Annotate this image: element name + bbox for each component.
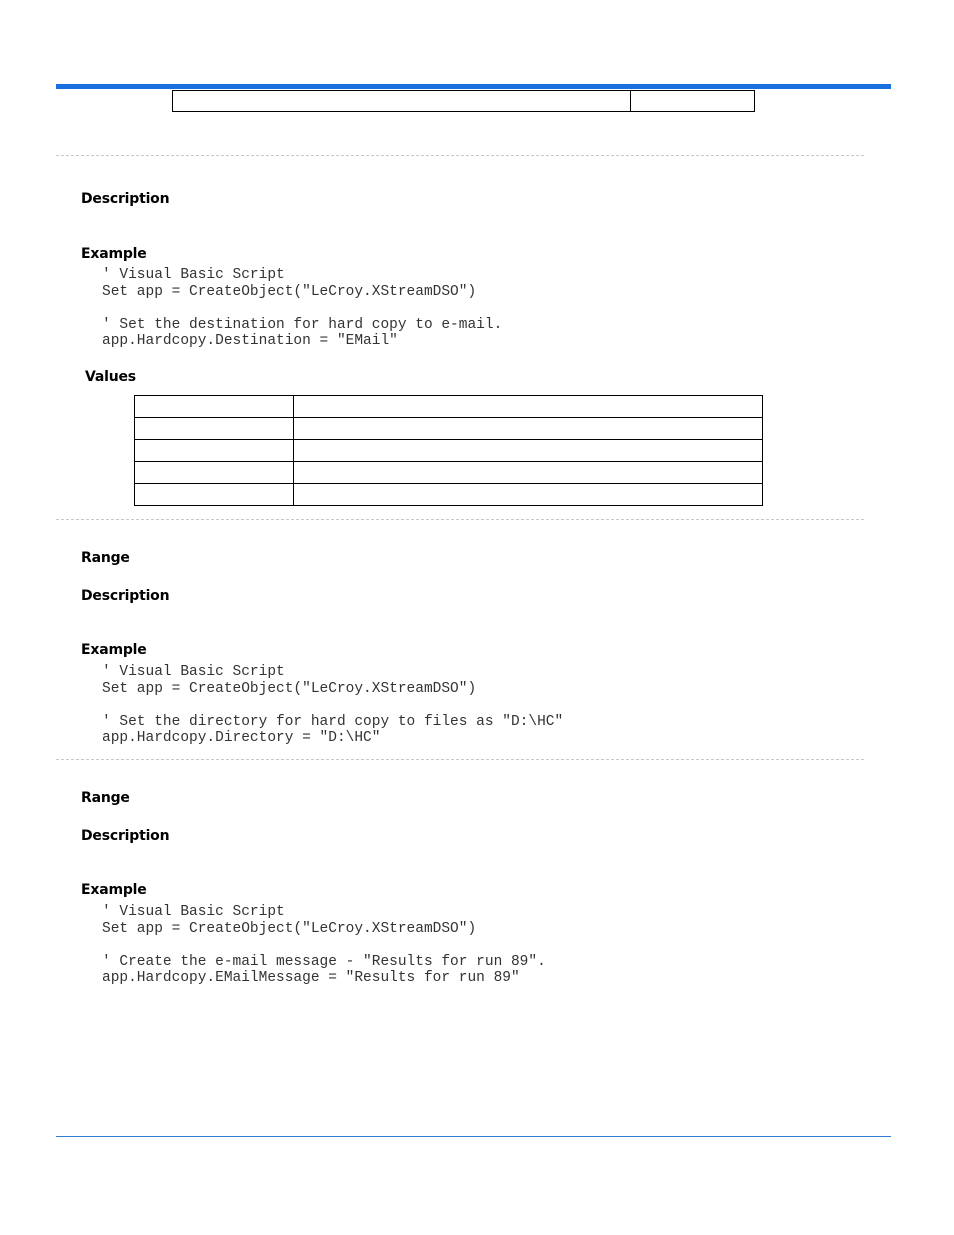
example-heading: Example xyxy=(81,882,147,898)
table-cell xyxy=(294,462,763,484)
header-accent-bar xyxy=(56,84,891,89)
code-example: ' Visual Basic Script Set app = CreateObject("LeCroy.XStreamDSO") ' Set the destination for hard copy to e-mail. app.Hardcopy.Destination = "EMail" xyxy=(102,267,503,349)
table-cell xyxy=(135,462,294,484)
table-cell xyxy=(135,440,294,462)
table-cell xyxy=(135,396,294,418)
header-table xyxy=(172,90,755,112)
values-table xyxy=(134,395,763,506)
description-heading: Description xyxy=(81,828,170,844)
table-cell xyxy=(294,440,763,462)
code-example: ' Visual Basic Script Set app = CreateObject("LeCroy.XStreamDSO") ' Set the directory for hard copy to files as "D:\HC" app.Hardcopy.Directory = "D:\HC" xyxy=(102,664,564,746)
table-cell xyxy=(294,484,763,506)
example-heading: Example xyxy=(81,642,147,658)
description-heading: Description xyxy=(81,191,170,207)
table-row xyxy=(135,418,763,440)
section-separator xyxy=(56,519,864,520)
footer-rule xyxy=(56,1136,891,1137)
table-row xyxy=(135,396,763,418)
range-heading: Range xyxy=(81,790,130,806)
table-cell xyxy=(631,91,755,112)
table-cell xyxy=(294,396,763,418)
table-row xyxy=(135,484,763,506)
table-cell xyxy=(135,484,294,506)
table-row xyxy=(173,91,755,112)
table-row xyxy=(135,462,763,484)
description-heading: Description xyxy=(81,588,170,604)
table-cell xyxy=(173,91,631,112)
table-row xyxy=(135,440,763,462)
table-cell xyxy=(294,418,763,440)
section-separator xyxy=(56,759,864,760)
values-heading: Values xyxy=(85,369,136,385)
section-separator xyxy=(56,155,864,156)
example-heading: Example xyxy=(81,246,147,262)
range-heading: Range xyxy=(81,550,130,566)
table-cell xyxy=(135,418,294,440)
code-example: ' Visual Basic Script Set app = CreateObject("LeCroy.XStreamDSO") ' Create the e-mail message - "Results for run 89". app.Hardcopy.EMailMessage = "Results for run 89" xyxy=(102,904,546,986)
